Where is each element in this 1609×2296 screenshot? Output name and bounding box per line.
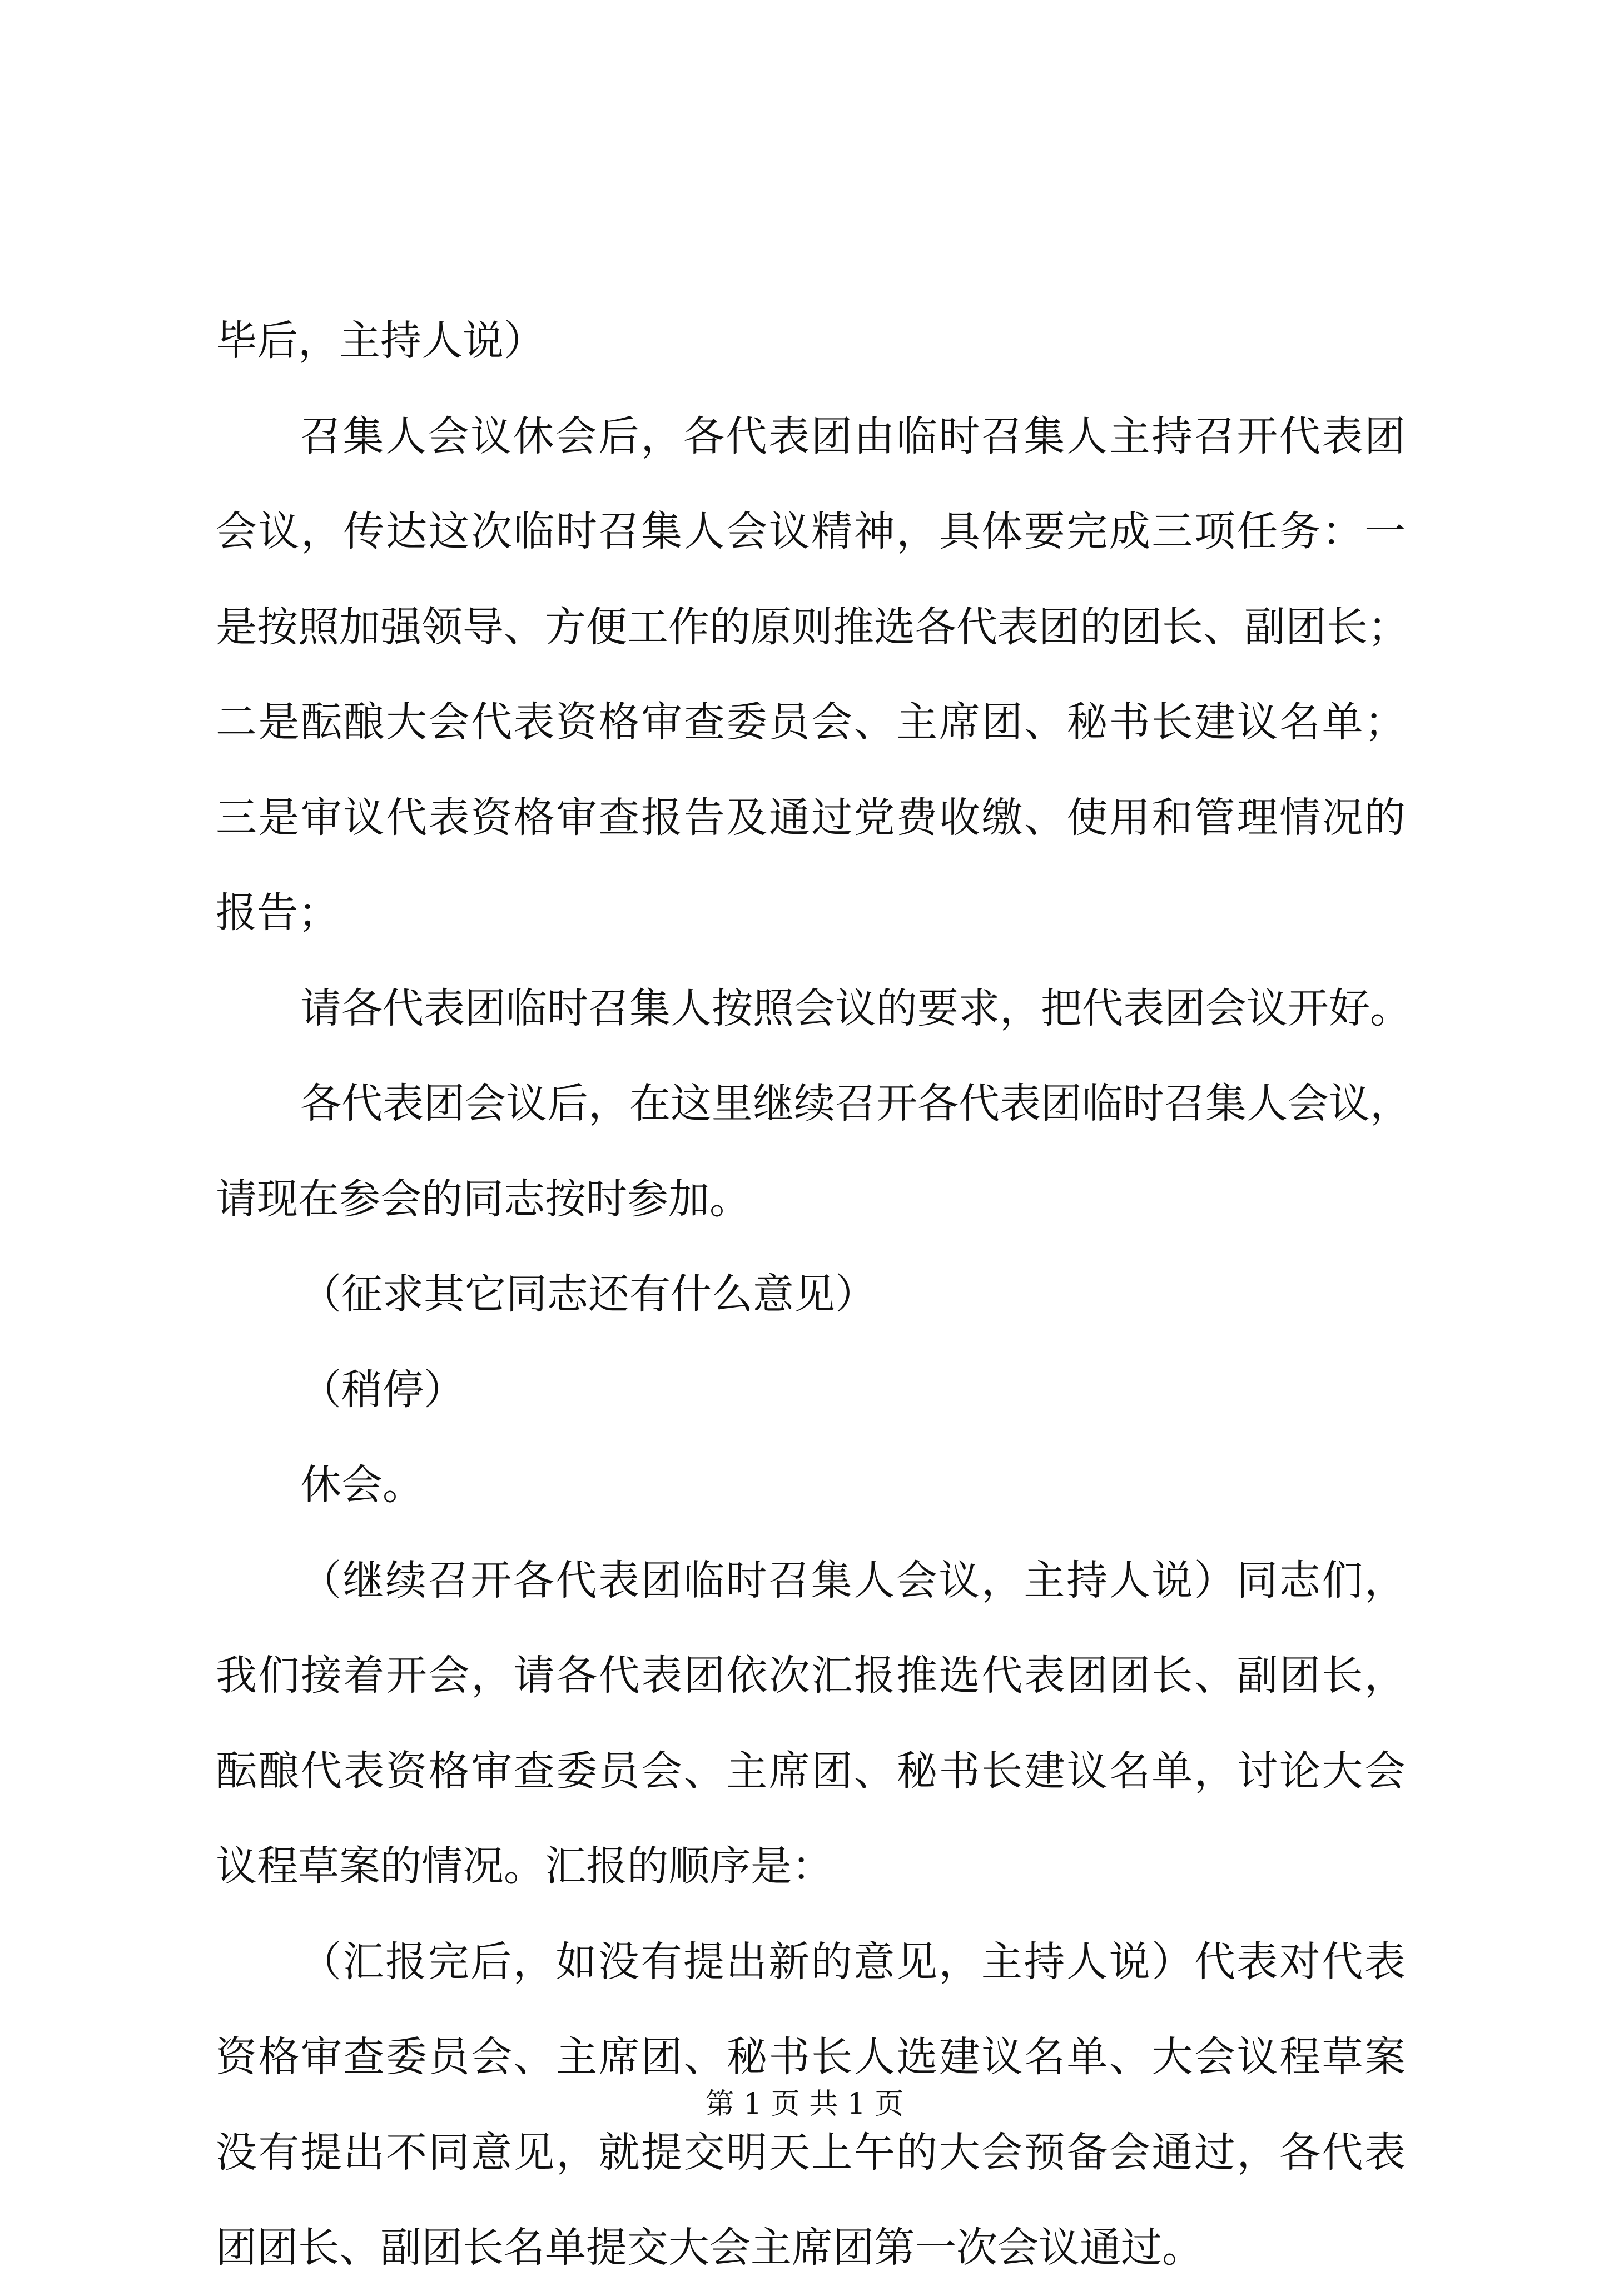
text-line: （征求其它同志还有什么意见） — [300, 1270, 876, 1318]
text-line: 毕后，主持人说） — [216, 317, 545, 365]
page-footer: 第 1 页 共 1 页 — [705, 2088, 904, 2121]
text-line: （汇报完后，如没有提出新的意见，主持人说）代表对代表 — [300, 1937, 1406, 1986]
document-body — [216, 294, 1411, 2296]
text-line: 我们接着开会，请各代表团依次汇报推选代表团团长、副团长， — [216, 1652, 1406, 1699]
text-line: 团团长、副团长名单提交大会主席团第一次会议通过。 — [216, 2224, 1203, 2272]
text-line: （稍停） — [300, 1365, 465, 1414]
text-line: 酝酿代表资格审查委员会、主席团、秘书长建议名单，讨论大会 — [216, 1747, 1406, 1795]
text-line: 议程草案的情况。汇报的顺序是： — [216, 1842, 833, 1890]
text-line: 各代表团会议后，在这里继续召开各代表团临时召集人会议， — [300, 1080, 1411, 1127]
text-line: 休会。 — [300, 1461, 424, 1509]
text-line: 三是审议代表资格审查报告及通过党费收缴、使用和管理情况的 — [216, 793, 1406, 842]
text-line: 没有提出不同意见，就提交明天上午的大会预备会通过，各代表 — [216, 2128, 1406, 2176]
text-line: 二是酝酿大会代表资格审查委员会、主席团、秘书长建议名单； — [216, 698, 1406, 746]
text-line: 请各代表团临时召集人按照会议的要求，把代表团会议开好。 — [300, 984, 1411, 1032]
text-line: 资格审查委员会、主席团、秘书长人选建议名单、大会议程草案 — [216, 2033, 1406, 2081]
text-line: 报告； — [216, 889, 339, 937]
text-line: 请现在参会的同志按时参加。 — [216, 1175, 751, 1223]
text-line: 是按照加强领导、方便工作的原则推选各代表团的团长、副团长； — [216, 603, 1409, 651]
text-line: （继续召开各代表团临时召集人会议，主持人说）同志们， — [300, 1556, 1406, 1604]
text-line: 会议，传达这次临时召集人会议精神，具体要完成三项任务：一 — [216, 508, 1406, 555]
text-line: 召集人会议休会后，各代表团由临时召集人主持召开代表团 — [300, 412, 1406, 460]
